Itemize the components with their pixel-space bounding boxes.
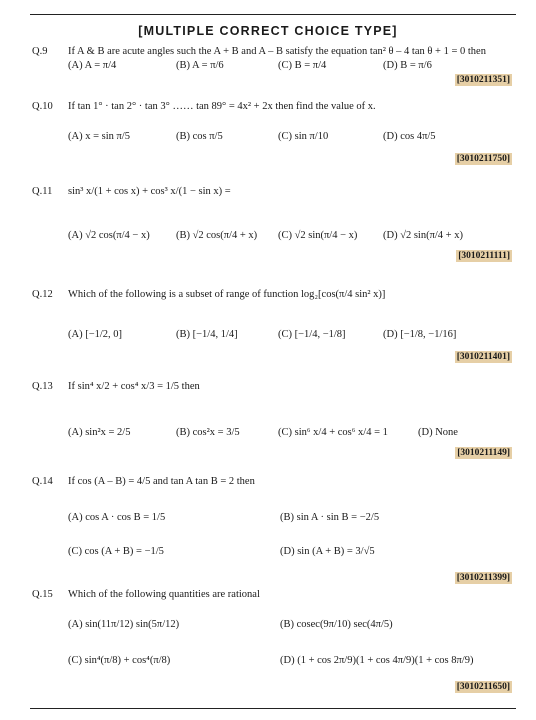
option-c[interactable]: (C) √2 sin(π/4 − x) [278,230,358,241]
option-a[interactable]: (A) x = sin π/5 [68,131,130,142]
question-text: If cos (A – B) = 4/5 and tan A tan B = 2 then [68,476,255,487]
question-text: If A & B are acute angles such the A + B and A – B satisfy the equation tan² θ – 4 tan θ + 1 = 0 then [68,46,486,57]
option-a[interactable]: (A) √2 cos(π/4 − x) [68,230,150,241]
option-d[interactable]: (D) sin (A + B) = 3/√5 [280,546,375,557]
question-code: [3010211750] [456,154,510,164]
option-a[interactable]: (A) A = π/4 [68,60,117,71]
option-a[interactable]: (A) sin²x = 2/5 [68,427,131,438]
question-code: [3010211401] [456,352,510,362]
option-b[interactable]: (B) cos²x = 3/5 [176,427,240,438]
option-c[interactable]: (C) [−1/4, −1/8] [278,329,346,340]
question-text: Which of the following is a subset of range of function log₂[cos(π/4 sin² x)] [68,289,386,300]
question-code: [3010211650] [456,682,510,692]
question-number: Q.9 [32,46,48,57]
question-text: If tan 1° · tan 2° · tan 3° …… tan 89° = 4x² + 2x then find the value of x. [68,101,376,112]
option-d[interactable]: (D) B = π/6 [383,60,432,71]
option-d[interactable]: (D) √2 sin(π/4 + x) [383,230,463,241]
option-b[interactable]: (B) A = π/6 [176,60,224,71]
section-title: [MULTIPLE CORRECT CHOICE TYPE] [138,24,398,38]
bottom-rule [30,708,516,709]
question-text: If sin⁴ x/2 + cos⁴ x/3 = 1/5 then [68,381,200,392]
question-number: Q.10 [32,101,53,112]
option-d[interactable]: (D) (1 + cos 2π/9)(1 + cos 4π/9)(1 + cos 8π/9) [280,655,474,666]
option-a[interactable]: (A) cos A · cos B = 1/5 [68,512,166,523]
question-text: sin³ x/(1 + cos x) + cos³ x/(1 − sin x) = [68,186,231,197]
option-b[interactable]: (B) √2 cos(π/4 + x) [176,230,258,241]
question-code: [3010211351] [456,75,510,85]
question-number: Q.12 [32,289,53,300]
option-c[interactable]: (C) sin⁴(π/8) + cos⁴(π/8) [68,655,171,666]
question-code: [3010211399] [456,573,510,583]
option-d[interactable]: (D) [−1/8, −1/16] [383,329,457,340]
option-c[interactable]: (C) sin⁶ x/4 + cos⁶ x/4 = 1 [278,427,388,438]
option-d[interactable]: (D) cos 4π/5 [383,131,436,142]
option-c[interactable]: (C) cos (A + B) = −1/5 [68,546,164,557]
option-b[interactable]: (B) cos π/5 [176,131,223,142]
option-c[interactable]: (C) sin π/10 [278,131,329,142]
top-rule [30,14,516,15]
option-a[interactable]: (A) sin(11π/12) sin(5π/12) [68,619,180,630]
option-b[interactable]: (B) cosec(9π/10) sec(4π/5) [280,619,393,630]
option-a[interactable]: (A) [−1/2, 0] [68,329,123,340]
question-code: [3010211149] [457,448,510,458]
option-c[interactable]: (C) B = π/4 [278,60,327,71]
question-number: Q.14 [32,476,53,487]
question-number: Q.11 [32,186,53,197]
question-number: Q.15 [32,589,53,600]
question-text: Which of the following quantities are rational [68,589,260,600]
option-b[interactable]: (B) [−1/4, 1/4] [176,329,238,340]
option-d[interactable]: (D) None [418,427,458,438]
option-b[interactable]: (B) sin A · sin B = −2/5 [280,512,380,523]
question-code: [3010211111] [458,251,510,261]
question-number: Q.13 [32,381,53,392]
